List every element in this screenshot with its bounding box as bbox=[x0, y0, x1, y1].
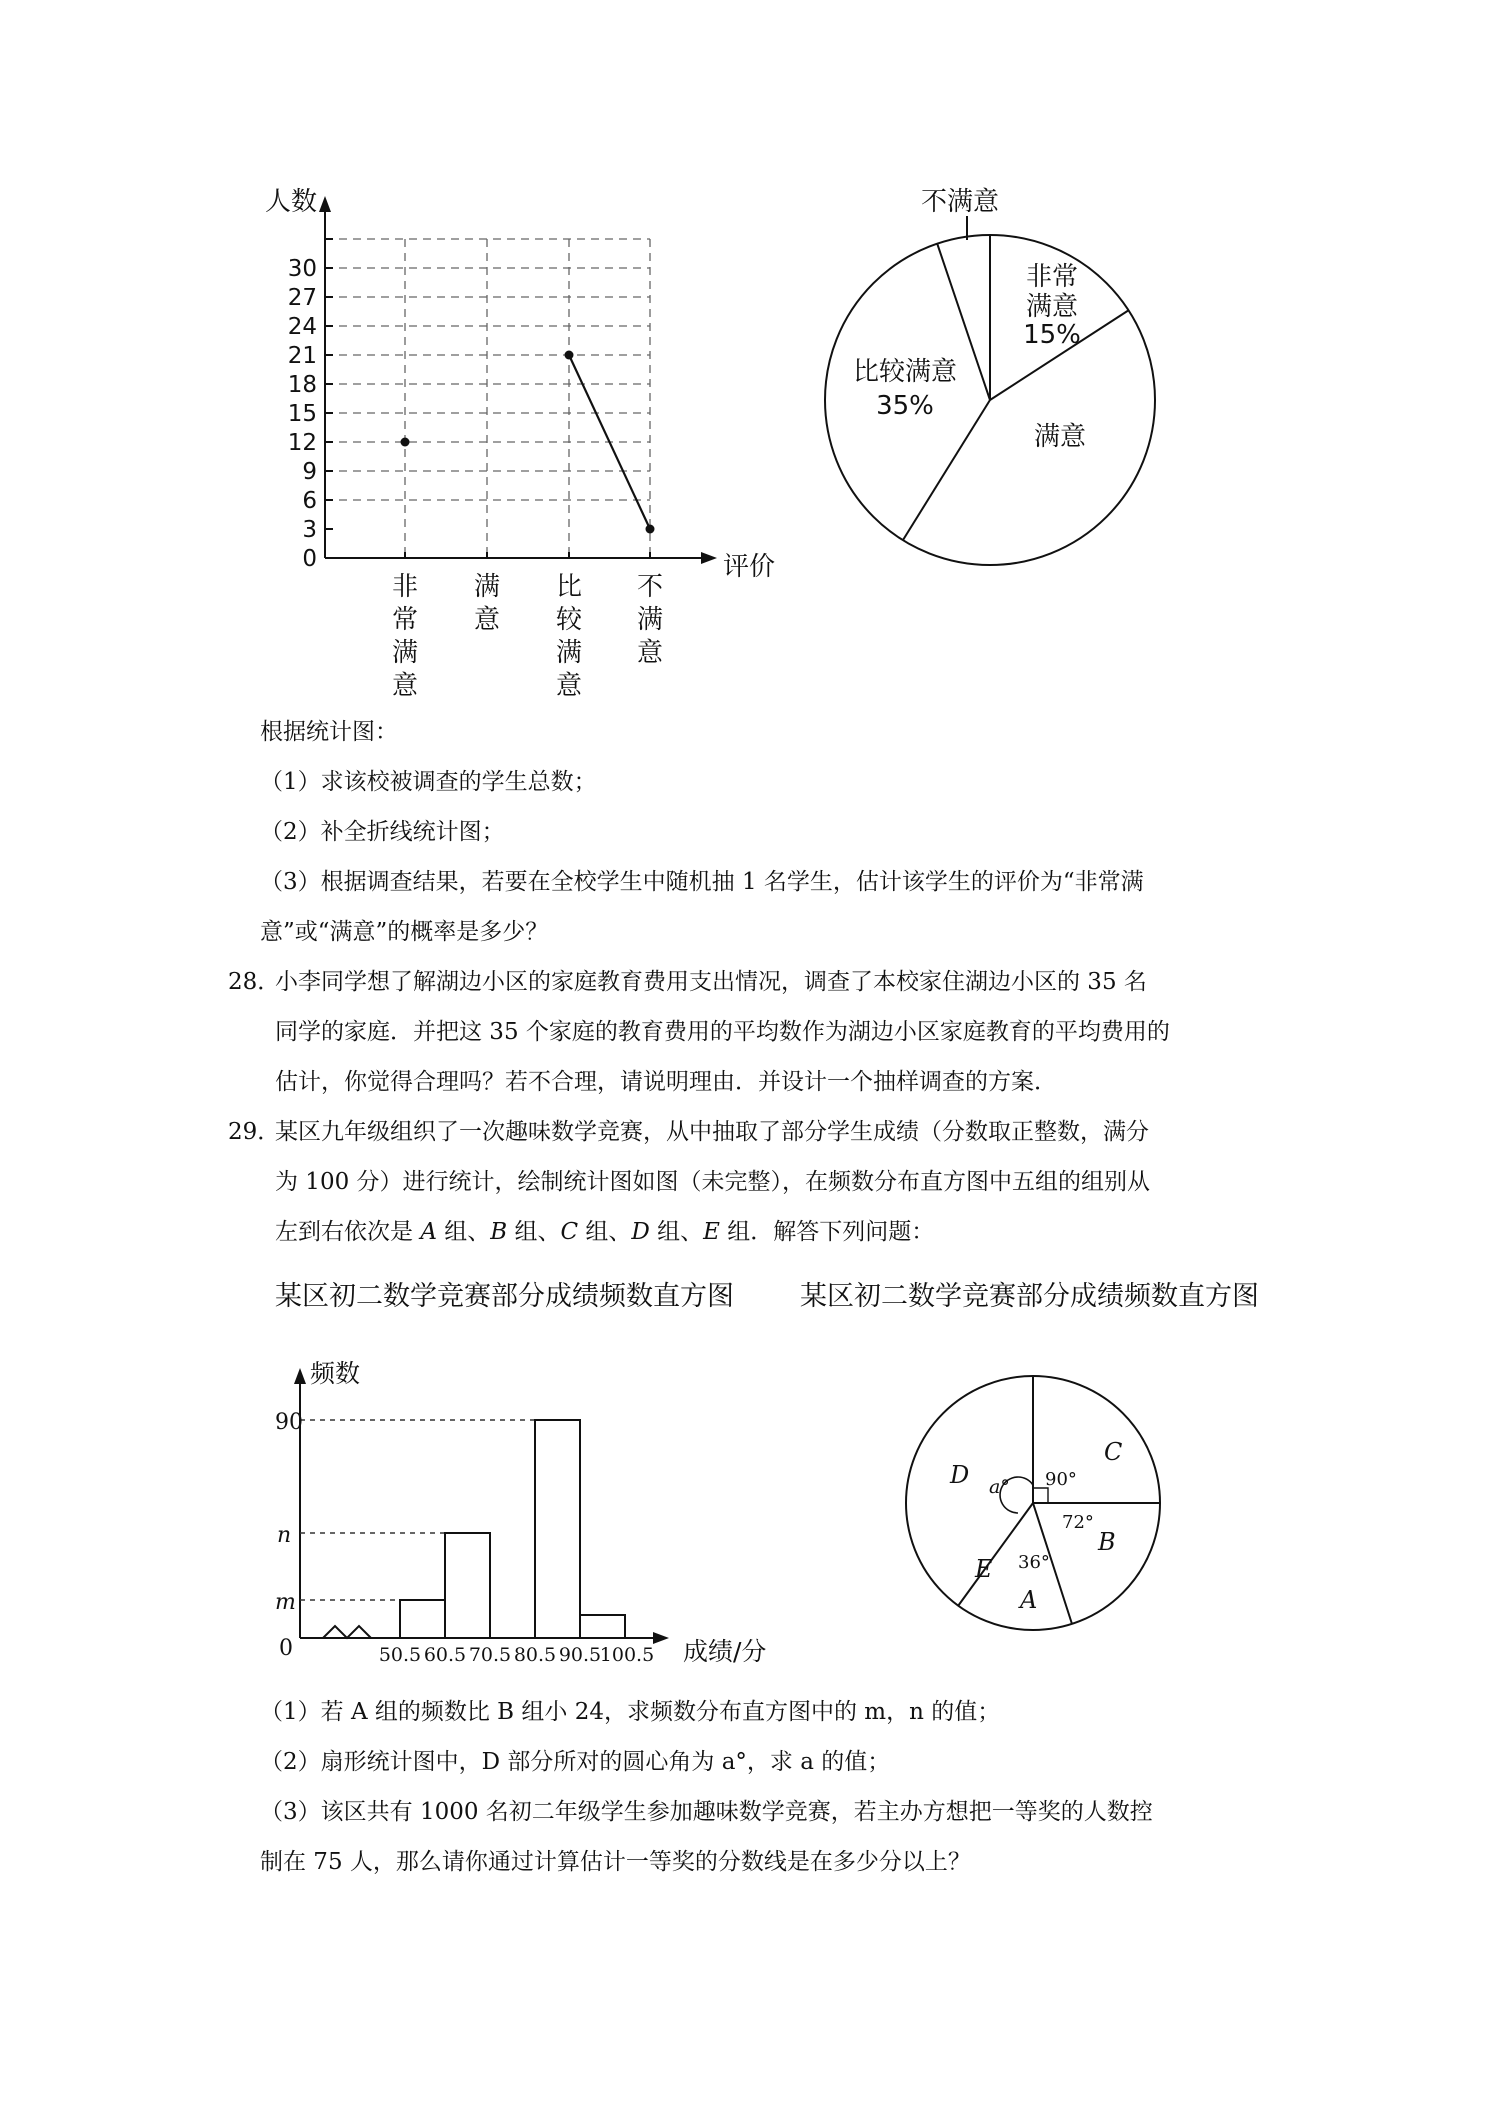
pie-label-bijiao: 比较满意 bbox=[852, 357, 958, 387]
question-number: 29． bbox=[228, 1119, 281, 1145]
q29-part: （3）该区共有 1000 名初二年级学生参加趣味数学竞赛，若主办方想把一等奖的人数控 bbox=[260, 1799, 1153, 1825]
category-char: 满 bbox=[473, 572, 501, 602]
y-tick-label: 24 bbox=[287, 314, 317, 340]
y-tick-label: 3 bbox=[302, 517, 317, 543]
bar-A bbox=[400, 1600, 445, 1638]
category-char: 满 bbox=[636, 605, 664, 635]
q29-text: 左到右依次是 A 组、B 组、C 组、D 组、E 组．解答下列问题： bbox=[275, 1219, 935, 1245]
data-point-feichang bbox=[401, 438, 410, 447]
y-axis-label: 人数 bbox=[265, 187, 318, 217]
question-part: （1）求该校被调查的学生总数； bbox=[260, 769, 597, 795]
origin-label: 0 bbox=[279, 1636, 293, 1661]
category-char: 满 bbox=[555, 638, 583, 668]
intro-text: 根据统计图： bbox=[260, 719, 398, 745]
q29-text: 为 100 分）进行统计，绘制统计图如图（未完整），在频数分布直方图中五组的组别从 bbox=[275, 1169, 1151, 1195]
y-axis-label: 频数 bbox=[310, 1359, 361, 1388]
category-char: 意 bbox=[636, 638, 664, 668]
q29-text: 某区九年级组织了一次趣味数学竞赛，从中抽取了部分学生成绩（分数取正整数，满分 bbox=[275, 1119, 1149, 1145]
data-point-bijiao bbox=[565, 351, 574, 360]
question-part: 意”或“满意”的概率是多少？ bbox=[260, 919, 549, 945]
y-tick-label: 12 bbox=[287, 430, 317, 456]
x-axis-arrow bbox=[701, 552, 717, 564]
pie-label-C: C bbox=[1104, 1438, 1123, 1466]
right-angle-mark bbox=[1033, 1488, 1048, 1503]
category-char: 比 bbox=[555, 572, 583, 602]
category-char: 满 bbox=[391, 638, 419, 668]
pie-label-feichang-pct: 15% bbox=[1023, 320, 1081, 350]
line-chart bbox=[255, 180, 776, 701]
q28-text: 同学的家庭．并把这 35 个家庭的教育费用的平均数作为湖边小区家庭教育的平均费用的 bbox=[275, 1019, 1170, 1045]
question-part: （2）补全折线统计图； bbox=[260, 819, 505, 845]
axis-break bbox=[323, 1626, 371, 1638]
chart-grid bbox=[325, 239, 650, 557]
y-tick-label: 6 bbox=[302, 488, 317, 514]
category-char: 意 bbox=[391, 671, 419, 701]
x-tick-label: 60.5 bbox=[423, 1644, 467, 1666]
y-tick-m: m bbox=[275, 1590, 296, 1615]
x-tick-label: 70.5 bbox=[468, 1644, 512, 1666]
y-tick-n: n bbox=[277, 1523, 292, 1548]
y-tick-label: 30 bbox=[287, 256, 317, 282]
pie-label-E: E bbox=[975, 1555, 993, 1583]
histogram bbox=[265, 1270, 765, 1690]
x-tick-label: 100.5 bbox=[599, 1644, 655, 1666]
category-char: 较 bbox=[555, 605, 583, 635]
y-tick-90: 90 bbox=[275, 1410, 303, 1435]
q28-text: 小李同学想了解湖边小区的家庭教育费用支出情况，调查了本校家住湖边小区的 35 名 bbox=[275, 969, 1147, 995]
angle-label-36: 36° bbox=[1018, 1552, 1050, 1573]
pie2-title: 某区初二数学竞赛部分成绩频数直方图 bbox=[800, 1281, 1259, 1312]
category-char: 常 bbox=[391, 605, 419, 635]
pie-chart-1 bbox=[820, 180, 1160, 700]
pie-label-manyi: 满意 bbox=[1033, 422, 1087, 452]
y-tick-label: 15 bbox=[287, 401, 317, 427]
y-tick-label: 18 bbox=[287, 372, 317, 398]
y-tick-label: 27 bbox=[287, 285, 317, 311]
pie-label-feichang: 非常 bbox=[1025, 262, 1079, 292]
question-part: （3）根据调查结果，若要在全校学生中随机抽 1 名学生，估计该学生的评价为“非常满 bbox=[260, 869, 1144, 895]
q29-part: 制在 75 人，那么请你通过计算估计一等奖的分数线是在多少分以上？ bbox=[260, 1849, 971, 1875]
category-char: 意 bbox=[555, 671, 583, 701]
pie-label-A: A bbox=[1020, 1586, 1038, 1614]
bar-E bbox=[580, 1615, 625, 1638]
angle-label-90: 90° bbox=[1045, 1469, 1077, 1490]
q28-text: 估计，你觉得合理吗？若不合理，请说明理由．并设计一个抽样调查的方案． bbox=[275, 1069, 1057, 1095]
bar-D bbox=[535, 1420, 580, 1638]
x-tick-label: 90.5 bbox=[558, 1644, 602, 1666]
pie-label-bijiao-pct: 35% bbox=[876, 391, 934, 421]
pie-label-bumanyi: 不满意 bbox=[920, 187, 1000, 217]
category-char: 意 bbox=[473, 605, 501, 635]
category-char: 不 bbox=[636, 572, 664, 602]
y-tick-label: 9 bbox=[302, 459, 317, 485]
x-tick-label: 80.5 bbox=[513, 1644, 557, 1666]
x-tick-label: 50.5 bbox=[378, 1644, 422, 1666]
y-axis-arrow bbox=[319, 196, 331, 212]
q29-part: （2）扇形统计图中，D 部分所对的圆心角为 a°，求 a 的值； bbox=[260, 1749, 891, 1775]
pie-label-feichang: 满意 bbox=[1025, 292, 1079, 322]
pie-label-D: D bbox=[950, 1461, 970, 1489]
x-axis-arrow bbox=[653, 1632, 669, 1644]
y-tick-label: 0 bbox=[302, 546, 317, 572]
pie-chart-2 bbox=[800, 1270, 1270, 1690]
angle-label-72: 72° bbox=[1062, 1512, 1094, 1533]
y-axis-arrow bbox=[294, 1368, 306, 1384]
angle-label-a: a° bbox=[989, 1476, 1010, 1498]
question-number: 28． bbox=[228, 969, 281, 995]
category-char: 非 bbox=[391, 572, 419, 602]
q29-part: （1）若 A 组的频数比 B 组小 24，求频数分布直方图中的 m，n 的值； bbox=[260, 1699, 1001, 1725]
x-axis-label: 成绩/分 bbox=[683, 1637, 767, 1666]
histogram-title: 某区初二数学竞赛部分成绩频数直方图 bbox=[275, 1281, 734, 1312]
x-axis-label: 评价 bbox=[723, 552, 776, 582]
y-tick-label: 21 bbox=[287, 343, 317, 369]
pie-label-B: B bbox=[1098, 1528, 1116, 1556]
bar-B bbox=[445, 1533, 490, 1638]
data-point-bumanyi bbox=[646, 525, 655, 534]
